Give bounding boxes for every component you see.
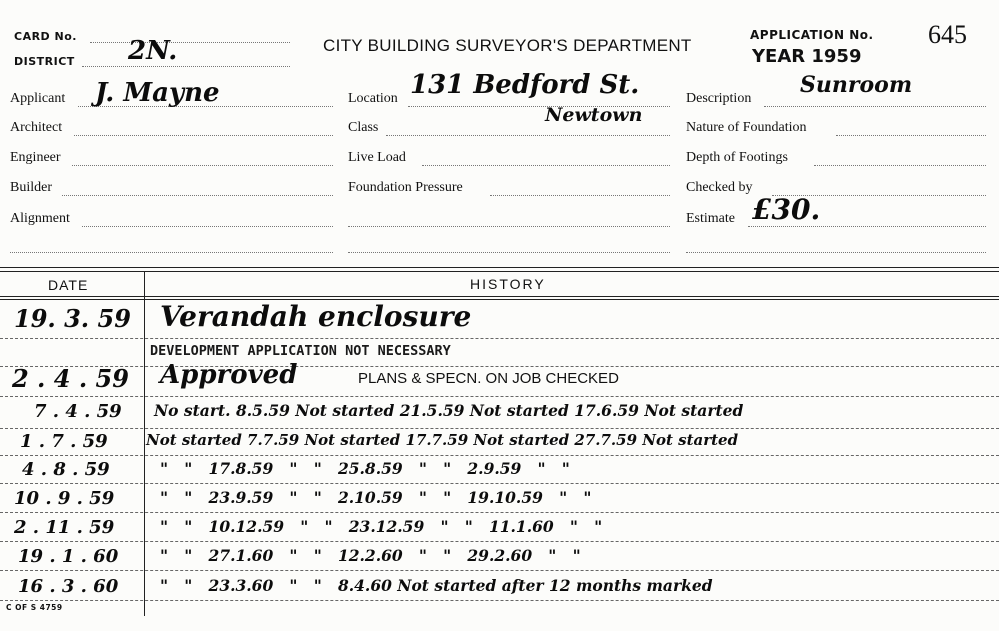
builder-label: Builder (10, 180, 52, 195)
location-value: 131 Bedford St. (410, 70, 640, 100)
estimate-label: Estimate (686, 211, 735, 226)
year-label: YEAR 1959 (752, 46, 862, 67)
history-entry: " " 23.9.59 " " 2.10.59 " " 19.10.59 " " (160, 488, 592, 507)
estimate-value: £30. (752, 193, 821, 226)
history-entry: " " 17.8.59 " " 25.8.59 " " 2.9.59 " " (160, 459, 570, 478)
history-entry: " " 10.12.59 " " 23.12.59 " " 11.1.60 " " (160, 517, 603, 536)
history-entry: " " 23.3.60 " " 8.4.60 Not started after 12 months marked (160, 576, 713, 595)
history-date: 7 . 4 . 59 (34, 401, 122, 422)
history-date: 19 . 1 . 60 (18, 546, 119, 567)
applicant-label: Applicant (10, 91, 66, 106)
form-code: C OF S 4759 (6, 603, 63, 612)
district-label: DISTRICT (14, 55, 75, 68)
history-entry: Approved (160, 360, 298, 390)
history-date: 16 . 3 . 60 (18, 576, 119, 597)
application-no-label: APPLICATION No. (750, 28, 874, 42)
depth-of-footings-label: Depth of Footings (686, 150, 788, 165)
class-label: Class (348, 120, 379, 135)
history-entry: Not started 7.7.59 Not started 17.7.59 Not started 27.7.59 Not started (146, 431, 739, 449)
district-value: 2N. (128, 36, 178, 66)
nature-of-foundation-label: Nature of Foundation (686, 120, 807, 135)
history-date: 4 . 8 . 59 (22, 459, 110, 480)
alignment-label: Alignment (10, 211, 70, 226)
card-no-label: CARD No. (14, 30, 77, 43)
application-no-value: 645 (928, 20, 967, 49)
department-title: CITY BUILDING SURVEYOR'S DEPARTMENT (323, 36, 692, 55)
history-date: 2 . 4 . 59 (12, 364, 129, 393)
location-label: Location (348, 91, 398, 106)
history-entry: No start. 8.5.59 Not started 21.5.59 Not started 17.6.59 Not started (154, 401, 744, 420)
live-load-label: Live Load (348, 150, 406, 165)
applicant-value: J. Mayne (95, 78, 220, 108)
history-entry: " " 27.1.60 " " 12.2.60 " " 29.2.60 " " (160, 546, 581, 565)
date-column-header: DATE (48, 277, 89, 293)
history-entry: Verandah enclosure (160, 300, 472, 333)
development-stamp: DEVELOPMENT APPLICATION NOT NECESSARY (150, 343, 451, 359)
plans-checked-stamp: PLANS & SPECN. ON JOB CHECKED (358, 370, 619, 387)
history-date: 10 . 9 . 59 (14, 488, 115, 509)
history-date: 2 . 11 . 59 (14, 517, 115, 538)
history-column-header: HISTORY (470, 276, 546, 292)
description-value: Sunroom (800, 72, 913, 98)
engineer-label: Engineer (10, 150, 61, 165)
architect-label: Architect (10, 120, 63, 135)
history-date: 1 . 7 . 59 (20, 431, 108, 452)
checked-by-label: Checked by (686, 180, 753, 195)
location-value-suburb: Newtown (545, 104, 643, 126)
description-label: Description (686, 91, 752, 106)
history-date: 19. 3. 59 (14, 304, 131, 333)
foundation-pressure-label: Foundation Pressure (348, 180, 463, 195)
